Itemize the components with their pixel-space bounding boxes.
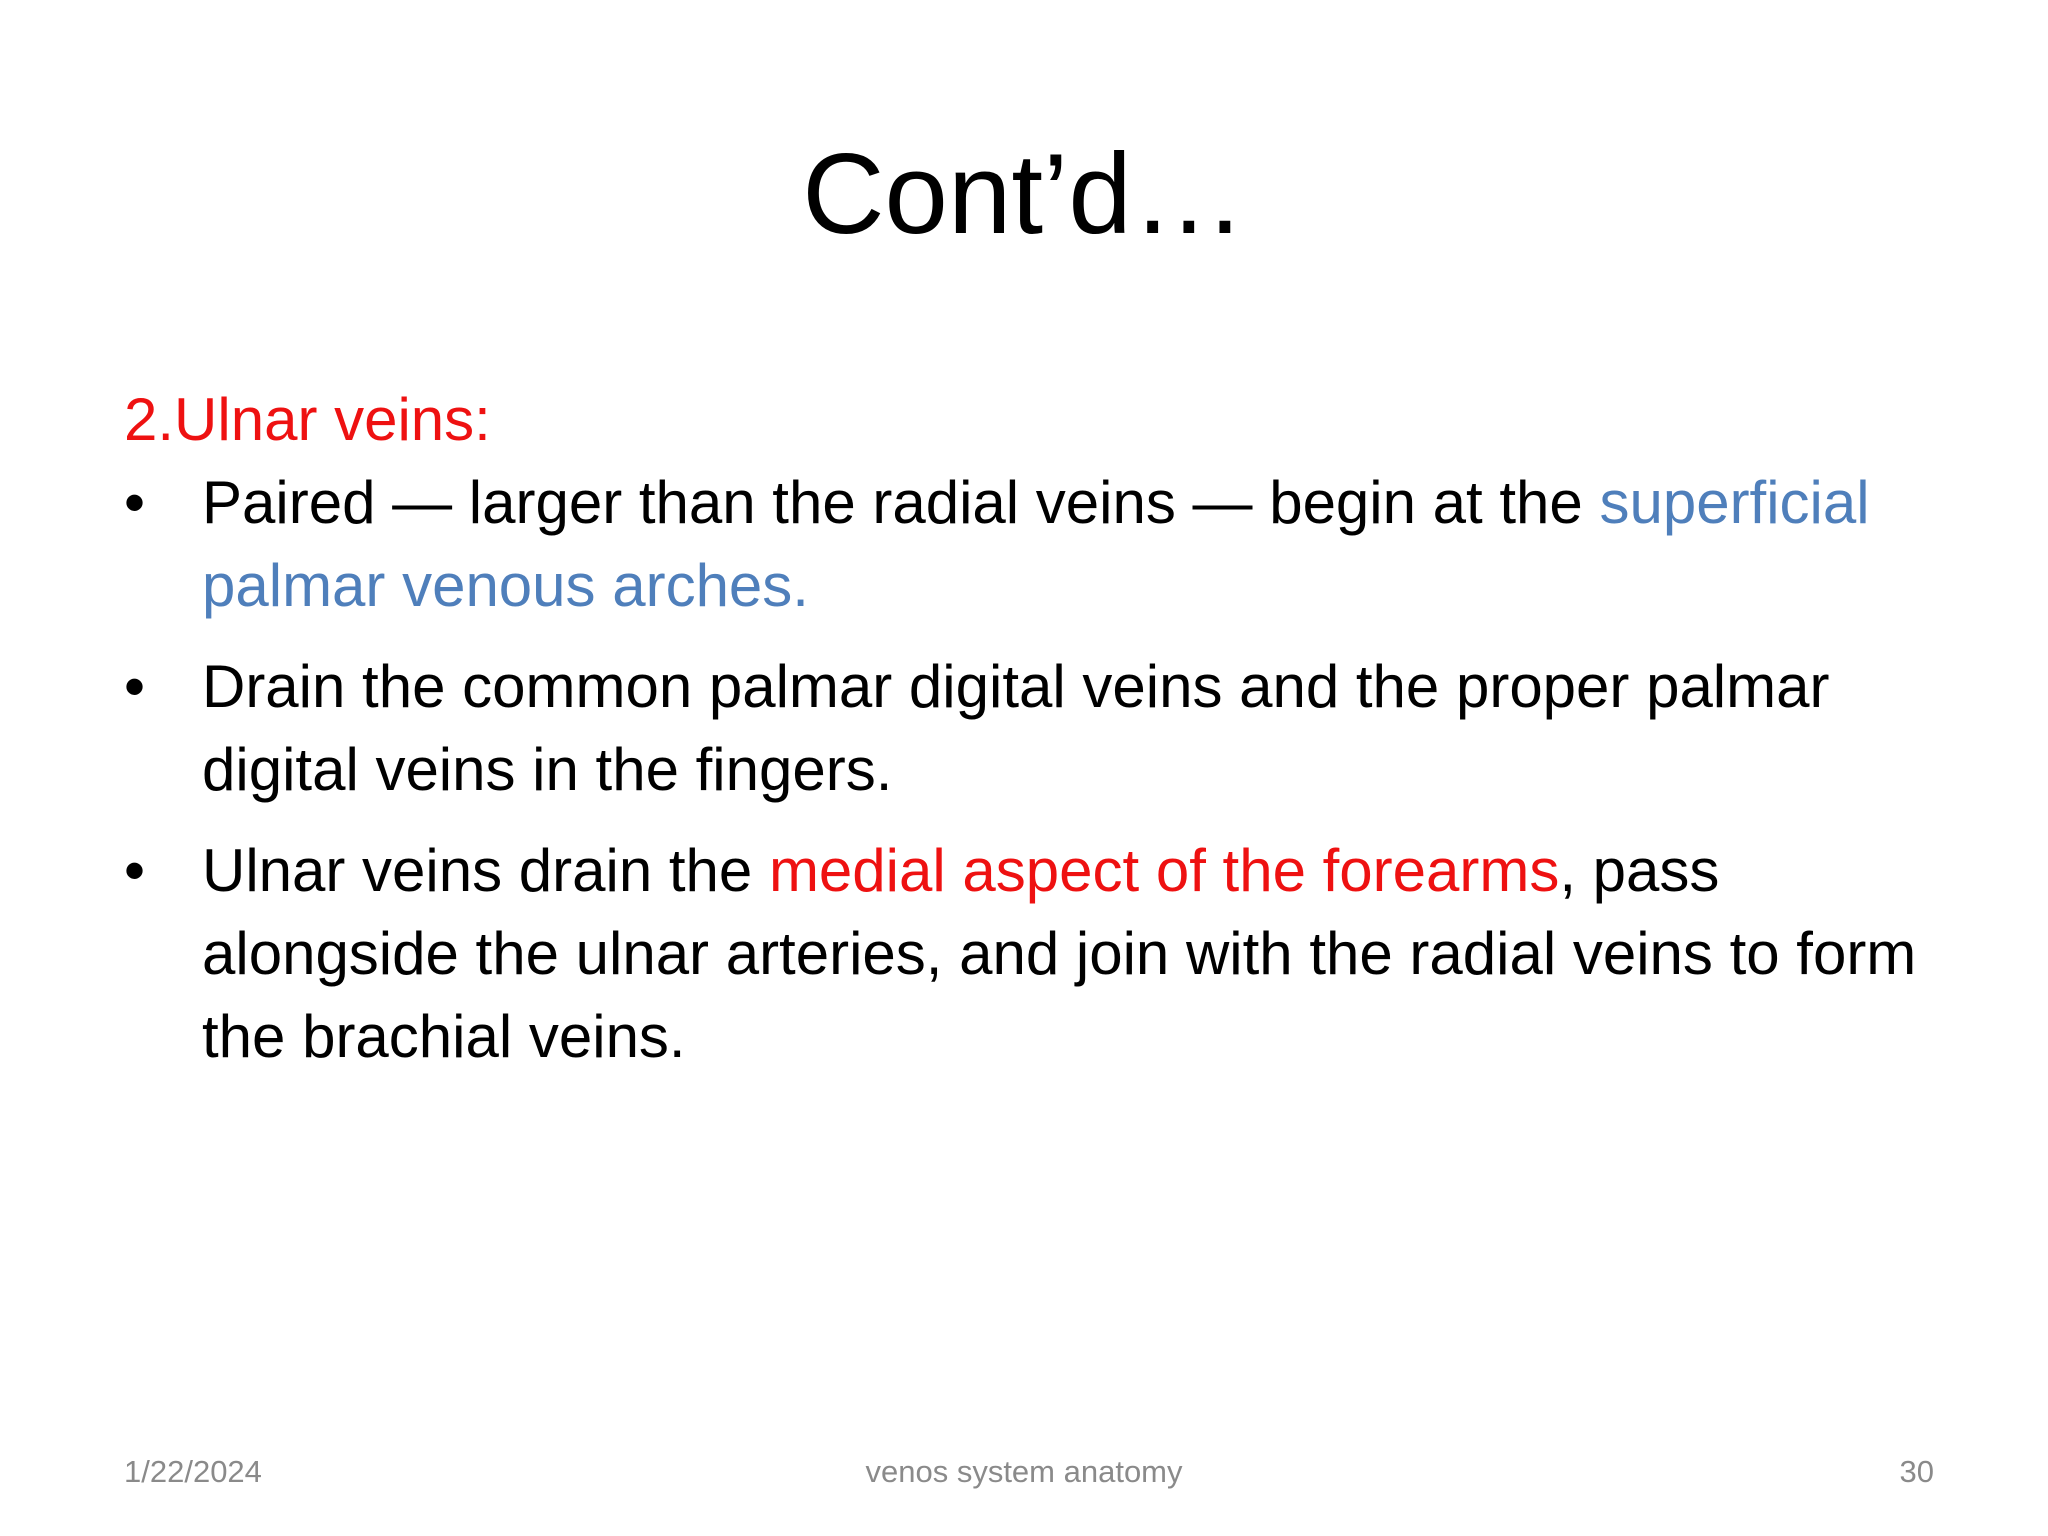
bullet-text-continued: , pass alongside the ulnar arteries, and join with the radial veins to form the brachial veins. [202, 837, 1917, 1070]
bullet-icon: • [124, 469, 146, 536]
bullet-text: Drain the common palmar digital veins and the proper palmar digital veins in the fingers. [202, 653, 1830, 803]
bullet-text: Ulnar veins drain the [202, 837, 769, 904]
bullet-highlight-blue: superficial palmar venous arches. [202, 469, 1870, 619]
bullet-highlight-red: medial aspect of the forearms [768, 837, 1560, 904]
bullet-list [124, 461, 1954, 1078]
bullet-item [124, 461, 1954, 627]
bullet-item [124, 645, 1954, 811]
footer-title: venos system anatomy [865, 1454, 1183, 1489]
section-heading: 2.Ulnar veins: [124, 386, 491, 453]
slide-title: Cont’d… [802, 131, 1246, 258]
bullet-icon: • [124, 837, 146, 904]
bullet-icon: • [124, 653, 146, 720]
bullet-item [124, 829, 1954, 1078]
bullet-text: Paired — larger than the radial veins — begin at the [202, 469, 1600, 536]
footer-page-number: 30 [1899, 1454, 1934, 1489]
slide-content [124, 378, 1954, 1078]
footer-date: 1/22/2024 [124, 1454, 262, 1489]
